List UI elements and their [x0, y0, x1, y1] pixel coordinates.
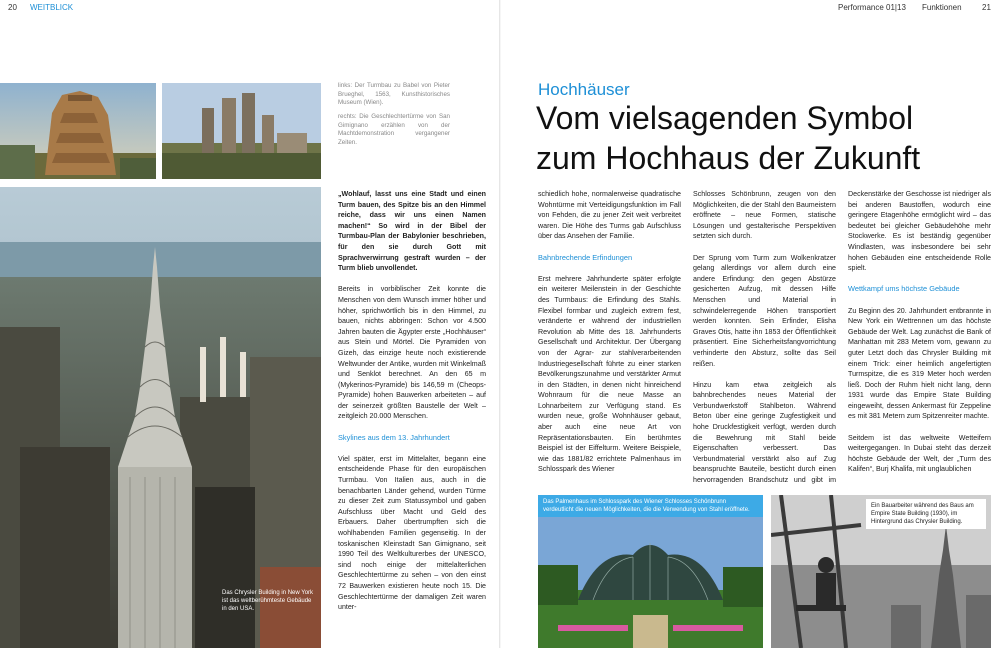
article-title	[536, 98, 976, 178]
subheading-skylines: Skylines aus dem 13. Jahrhundert	[338, 432, 450, 442]
title-line-2: zum Hochhaus der Zukunft	[536, 140, 921, 176]
col3-paragraph-3: Hinzu kam etwa zeitgleich als bahnbrechendes neues Material der Verbundwerkstoff Stahlbeton. Während Beton über eine geringe Zugfestigkeit und hohe Druckfestigkeit verfügt, werden durch die Bewehrung mit Stahl beide Eigenschaften verbessert. Das Verbundmaterial verstärkt also auf Zug beanspruchte Bauteile, besticht durch einen hervorragenden Brandschutz und gibt im	[693, 380, 836, 485]
right-column-1	[538, 189, 681, 485]
subheading-competition: Wettkampf ums höchste Gebäude	[848, 284, 960, 294]
right-section-label: Funktionen	[922, 3, 962, 12]
page-gutter	[499, 0, 501, 648]
right-column-3	[848, 189, 991, 485]
chrysler-caption: Das Chrysler Building in New York ist das weltberühmteste Gebäude in den USA.	[222, 590, 314, 612]
subheading-inventions: Bahnbrechende Erfindungen	[538, 252, 633, 262]
left-section-label: WEITBLICK	[30, 3, 74, 12]
right-magazine-label: Performance 01|13	[838, 3, 906, 12]
babel-painting-image	[0, 83, 156, 179]
col4-paragraph-3: Seitdem ist das weltweite Wetteifern weitergegangen. In Dubai steht das derzeit höchste Gebäude der Welt, der „Turm des Kalifen“, Burj Khalifa, mit unglaublichen	[848, 433, 991, 474]
worker-caption: Ein Bauarbeiter während des Baus am Empire State Building (1930), im Hintergrund das Chrysler Building.	[866, 499, 986, 529]
left-page-number: 20	[8, 3, 17, 12]
col2-paragraph-1: schiedlich hohe, normalerweise quadratische Wohntürme mit Verteidigungsfunktion im Fall von Fehden, die zu jener Zeit weit verbreitet waren. Die Höhe des Turms gab Aufschluss über das Ansehen der Familie.	[538, 190, 681, 241]
col3-paragraph-2: Der Sprung vom Turm zum Wolkenkratzer gelang allerdings vor allem durch eine andere Erfindung: den gegen Abstürze gesicherten Aufzug, mit dessen Hilfe Menschen und Material in schwindelerregende Höhen transportiert werden konnten. Sein Erfinder, Elisha Graves Otis, hatte ihn 1853 der Öffentlichkeit präsentiert. Eine Sicherheitsfangvorrichtung verhinderte den Absturz, sollte das Seil reißen.	[693, 253, 836, 368]
col2-paragraph-2: Erst mehrere Jahrhunderte später erfolgte ein weiterer Meilenstein in der Geschichte des Turmbaus: die Erfindung des Stahls. Flexibel formbar und zugleich extrem fest, veränderte er während der industriellen Revolution ab Mitte des 18. Jahrhunderts Gesellschaft und Architektur. Der Übergang von der Agrar- zur stahlverarbeitenden Industriegesellschaft führte zu einer starken Bevölkerungszunahme und verstärkter Armut in den Städten, in denen nicht hinreichend Wohnraum für die neue Masse an Lohnarbeitern zur Verfügung stand. Es wurden neue, große Wohnhäuser gebaut, aber auch eine neue Art von Repräsentationsbauten. Ein berühmtes Beispiel ist der Eiffelturm. Weitere Beispiele, wie das 1881/82 errichtete Palmenhaus im Schlosspark des Wiener	[538, 274, 681, 474]
san-gimignano-caption: rechts: Die Geschlechtertürme von San Gimignano erzählen von der Machtdemonstration vergangener Zeiten.	[338, 113, 450, 146]
col1-paragraph-2: Viel später, erst im Mittelalter, begann eine entscheidende Phase für den europäischen Turmbau. Von Italien aus, auch in die benachbarten Länder gehend, wurden Türme zu dieser Zeit zum Statussymbol und gaben Aufschluss über Macht und Geld des Erbauers. Daher übertrumpften sich die wohlhabenden Familien gegenseitig. In der toskanischen Kleinstadt San Gimignano, seit 1990 Teil des Weltkulturerbes der UNESCO, sind noch einige der mittelalterlichen Geschlechtertürme zu sehen – von den einst 72 Bauwerken existieren heute noch 15. Die Geschlechtertürme der damaligen Zeit waren unter-	[338, 454, 486, 612]
san-gimignano-image	[162, 83, 321, 179]
col4-paragraph-1: Deckenstärke der Geschosse ist niedriger als bei anderen Baustoffen, wodurch eine geringere Etagenhöhe ermöglicht wird – das bedeutet bei gleicher Gebäudehöhe mehr Stockwerke. Es ist beständig gegenüber Windlasten, was insbesondere bei sehr hohen Gebäuden eine entscheidende Rolle spielt.	[848, 190, 991, 273]
article-kicker: Hochhäuser	[538, 80, 630, 99]
palm-house-caption: Das Palmenhaus im Schlosspark des Wiener Schlosses Schönbrunn verdeutlicht die neuen Möglichkeiten, die die Verwendung von Stahl eröffnete.	[538, 495, 763, 517]
lead-paragraph: „Wohlauf, lasst uns eine Stadt und einen Turm bauen, des Spitze bis an den Himmel reiche, dass wir uns einen Namen machen!“ So wird in der Bibel der Turmbau-Plan der Babylonier beschrieben, für den sie durch Gott mit Sprachverwirrung gestraft wurden – der Turm blieb unvollendet.	[338, 190, 486, 273]
col1-paragraph-1: Bereits in vorbiblischer Zeit konnte die Menschen von dem Wunsch immer höher und höher, sprichwörtlich bis in den Himmel, zu bauen, nichts abbringen: Schon vor 4.500 Jahren bauten die Ägypter erste „Hochhäuser“ aus Stein und Mörtel. Die Pyramiden von Gizeh, das einzige heute noch existierende Weltwunder der Antike, wurden mit Winkelmaß und Senklot berechnet. An den 65 m (Mykerinos-Pyramide) bis 146,59 m (Cheops-Pyramide) hohen Bauwerken arbeiteten – auf der seinerzeit größten Baustelle der Welt – zeitgleich 20.000 Menschen.	[338, 285, 486, 421]
col3-paragraph-1: Schlosses Schönbrunn, zeugen von den Möglichkeiten, die der Stahl den Baumeistern eröffnete – neue Formen, statische Lösungen und gestalterische Perspektiven setzten sich durch.	[693, 190, 836, 241]
title-line-1: Vom vielsagenden Symbol	[536, 100, 914, 136]
left-text-column	[338, 189, 486, 623]
babel-caption: links: Der Turmbau zu Babel von Pieter Brueghel, 1563, Kunsthistorisches Museum (Wien).	[338, 82, 450, 107]
palm-house-image	[538, 495, 763, 648]
construction-worker-image	[771, 495, 991, 648]
chrysler-building-image	[0, 187, 321, 648]
right-column-2	[693, 189, 836, 485]
col4-paragraph-2: Zu Beginn des 20. Jahrhundert entbrannte in New York ein Wettrennen um das höchste Gebäude der Welt. Lag zunächst die Bank of Manhattan mit 283 Metern vorn, gewann zu guter Letzt doch das Chrysler Building mit einem Trick: einer heimlich angefertigten Turmspitze, die es 319 Meter hoch werden ließ. Doch der Ruhm hielt nicht lang, denn 1931 wurde das Empire State Building eingeweiht, dessen Ankermast für Zeppeline es mit 381 Metern zum Spitzenreiter machte.	[848, 306, 991, 421]
right-page-number: 21	[982, 3, 991, 12]
